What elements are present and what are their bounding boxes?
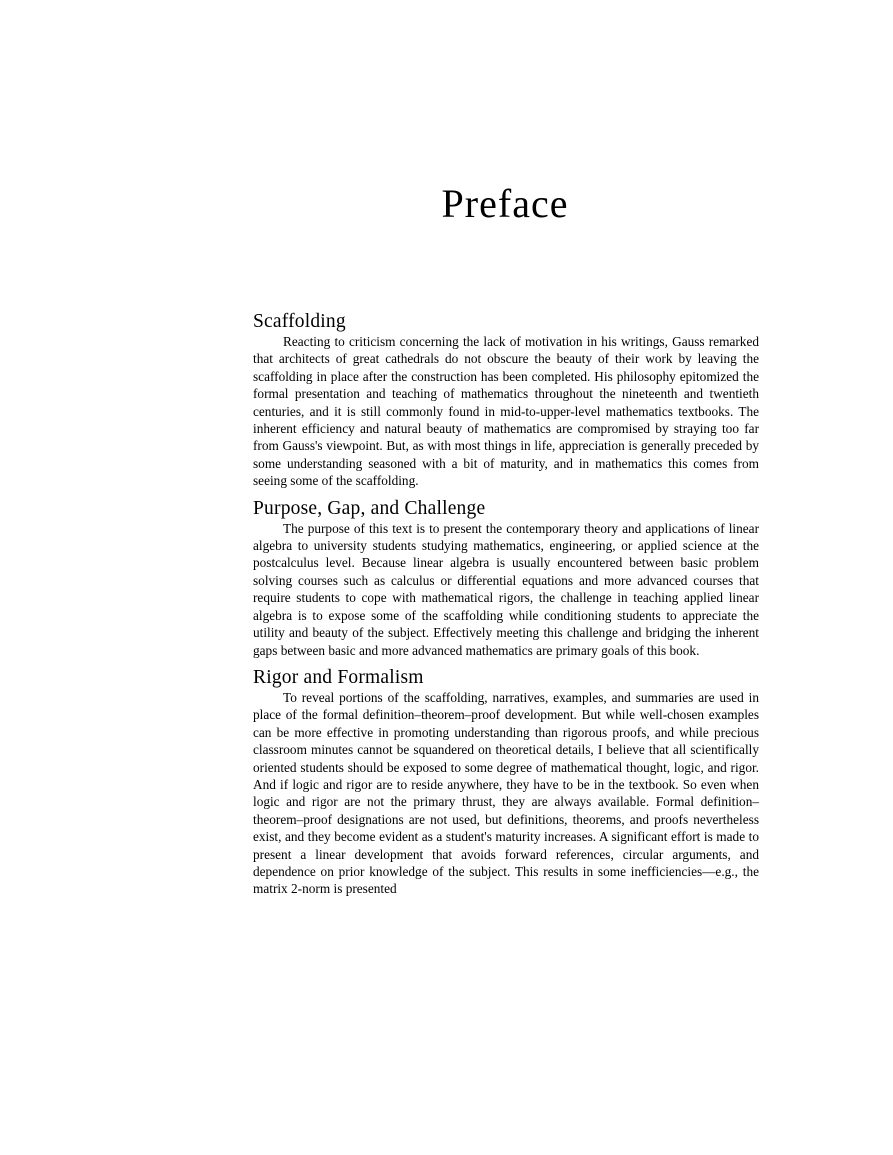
section-scaffolding — [253, 311, 759, 490]
section-paragraph: Reacting to criticism concerning the lack of motivation in his writings, Gauss remarked that architects of great cathedrals do not obscure the beauty of their work by leaving the scaffolding in place after the construction has been completed. His philosophy epitomized the formal presentation and teaching of mathematics throughout the nineteenth and twentieth centuries, and it is still commonly found in mid-to-upper-level mathematics textbooks. The inherent efficiency and natural beauty of mathematics are compromised by straying too far from Gauss's viewpoint. But, as with most things in life, appreciation is generally preceded by some understanding seasoned with a bit of maturity, and in mathematics this comes from seeing some of the scaffolding. — [253, 334, 759, 489]
section-paragraph: The purpose of this text is to present the contemporary theory and applications of linear algebra to university students studying mathematics, engineering, or applied science at the postcalculus level. Because linear algebra is usually encountered between basic problem solving courses such as calculus or differential equations and more advanced courses that require students to cope with mathematical rigors, the challenge in teaching applied linear algebra is to expose some of the scaffolding while conditioning students to appreciate the utility and beauty of the subject. Effectively meeting this challenge and bridging the inherent gaps between basic and more advanced mathematics are primary goals of this book. — [253, 520, 759, 658]
section-heading: Rigor and Formalism — [253, 666, 424, 688]
section-rigor-formalism — [253, 667, 759, 898]
section-heading: Scaffolding — [253, 311, 346, 332]
section-heading: Purpose, Gap, and Challenge — [253, 497, 486, 519]
body-column — [253, 311, 759, 898]
section-paragraph: To reveal portions of the scaffolding, narratives, examples, and summaries are used in place of the formal definition–theorem–proof development. But while well-chosen examples can be more effective in promoting understanding than rigorous proofs, and while precious classroom minutes cannot be squandered on theoretical details, I believe that all scientifically oriented students should be exposed to some degree of mathematical thought, logic, and rigor. And if logic and rigor are to reside anywhere, they have to be in the textbook. So even when logic and rigor are not the primary thrust, they are always available. Formal definition–theorem–proof designations are not used, but definitions, theorems, and proofs nevertheless exist, and they become evident as a student's maturity increases. A significant effort is made to present a linear development that avoids forward references, circular arguments, and dependence on prior knowledge of the subject. This results in some inefficiencies—e.g., the matrix 2-norm is presented — [253, 689, 759, 897]
section-purpose-gap-challenge — [253, 498, 759, 659]
page-title: Preface — [441, 181, 569, 226]
